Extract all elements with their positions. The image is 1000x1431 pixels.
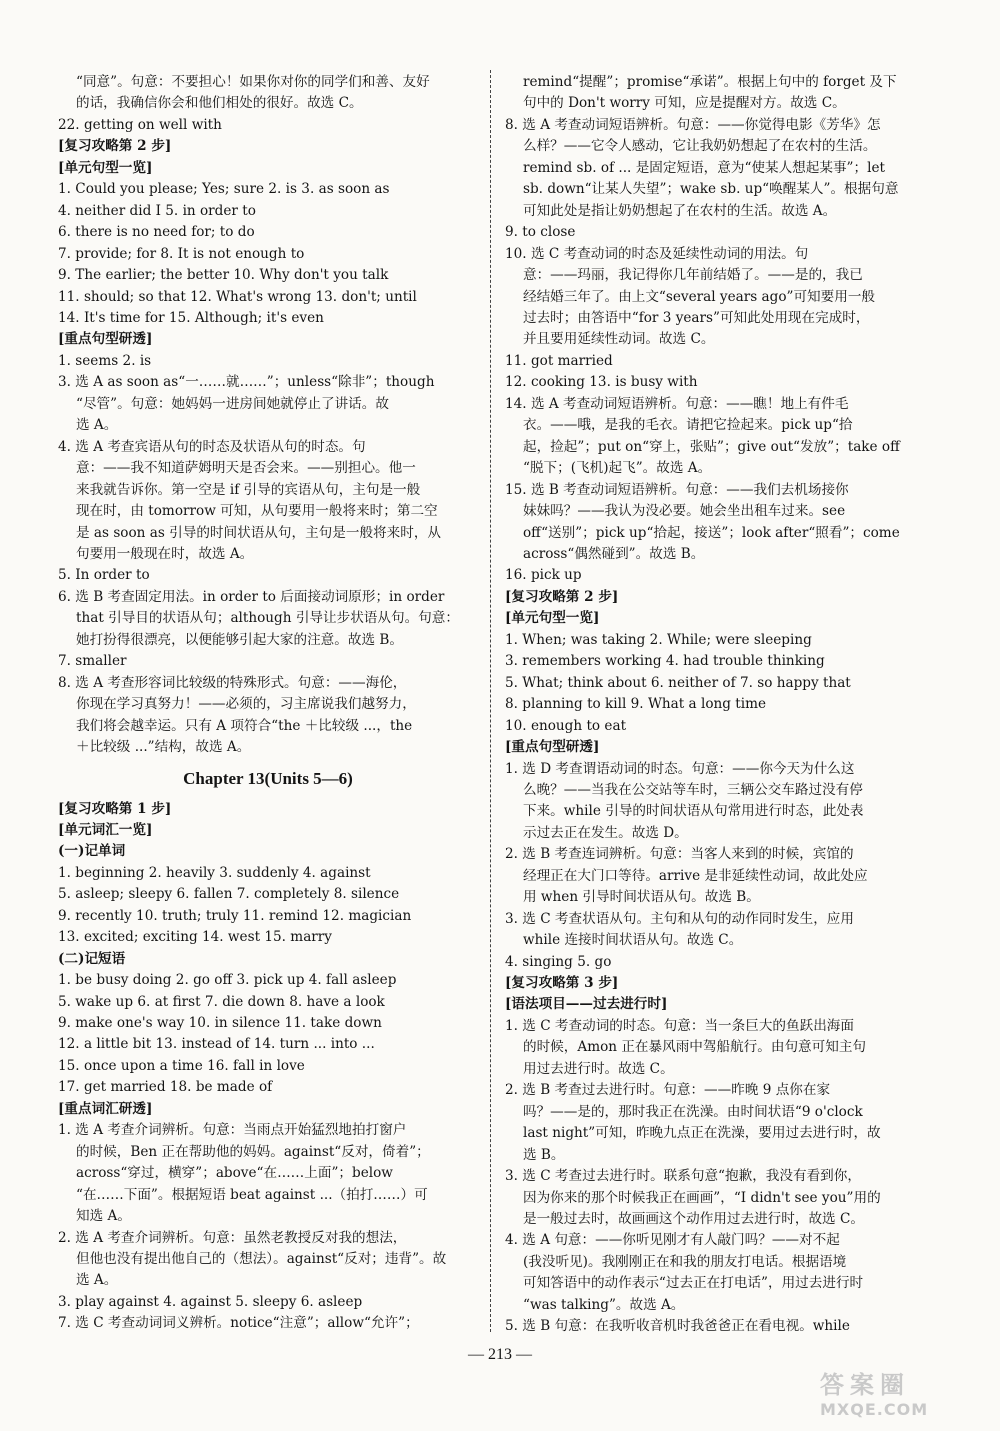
text-line: 7. 选 C 考查动词词义辨析。notice“注意”；allow“允许”； [58,1315,419,1332]
text-line: across“偶然碰到”。故选 B。 [523,545,705,562]
text-line: 妹妹吗？——我认为没必要。她会坐出租车过来。see [523,503,846,520]
text-line: 经结婚三年了。由上文“several years ago”可知要用一般 [523,288,876,305]
text-line: 1. beginning 2. heavily 3. suddenly 4. against [58,864,371,881]
text-line: 她打扮得很漂亮，以便能够引起大家的注意。故选 B。 [76,631,403,648]
section-header: [复习攻略第 3 步] [505,975,619,992]
text-line: 选 A。 [76,417,118,434]
text-line: 用 when 引导时间状语从句。故选 B。 [523,889,760,906]
text-line: 的时候，Ben 正在帮助他的妈妈。against“反对，倚着”； [76,1143,430,1160]
text-line: 意：——玛丽，我记得你几年前结婚了。——是的，我已 [523,267,863,284]
watermark-logo [820,1365,980,1425]
text-line: 9. recently 10. truth; truly 11. remind 12. magician [58,907,412,924]
text-line: 9. The earlier; the better 10. Why don't you talk [58,267,389,284]
text-line: 选 B。 [523,1146,565,1163]
text-line: 3. remembers working 4. had trouble thinking [505,653,825,670]
text-line: 2. 选 B 考查过去进行时。句意：——昨晚 9 点你在家 [505,1082,831,1099]
text-line: 11. got married [505,352,613,369]
text-line: “同意”。句意：不要担心！如果你对你的同学们和善、友好 [76,74,430,90]
text-line: last night”可知，昨晚九点正在洗澡，要用过去进行时，故 [523,1125,881,1142]
text-line: 过去时；由答语中“for 3 years”可知此处用现在完成时， [523,309,870,326]
text-line: 1. When; was taking 2. While; were sleeping [505,631,812,648]
text-line: 衣。——哦，是我的毛衣。请把它捡起来。pick up“拾 [523,417,853,434]
text-line: 句中的 Don't worry 可知，应是提醒对方。故选 C。 [523,95,846,112]
section-header: [语法项目——过去进行时] [505,996,668,1013]
text-line: across“穿过，横穿”；above“在……上面”；below [76,1165,393,1182]
text-line: 可知答语中的动作表示“过去正在打电话”，用过去进行时 [523,1275,864,1292]
text-line: ＋比较级 ...”结构，故选 A。 [76,739,251,756]
text-line: 12. cooking 13. is busy with [505,374,698,391]
section-header: [单元句型一览] [58,159,153,176]
text-line: 11. should; so that 12. What's wrong 13. don't; until [58,288,417,305]
text-line: 下来。while 引导的时间状语从句常用进行时态，此处表 [523,803,864,820]
text-line: 的时候，Amon 正在暴风雨中驾船航行。由句意可知主句 [523,1039,867,1056]
text-line: 13. excited; exciting 14. west 15. marry [58,929,332,946]
text-line: off“送别”；pick up“拾起，接送”；look after“照看”；come [523,524,900,541]
text-line: 7. provide; for 8. It is not enough to [58,245,305,262]
text-line: 吗？——是的，那时我正在洗澡。由时间状语“9 o'clock [523,1103,863,1120]
section-header: [单元句型一览] [505,610,600,627]
text-line: 3. 选 C 考查过去进行时。联系句意“抱歉，我没有看到你， [505,1168,861,1185]
text-line: 5. In order to [58,567,150,584]
text-line: 的话，我确信你会和他们相处的很好。故选 C。 [76,95,363,112]
section-header: [重点句型研透] [505,739,600,756]
text-line: 可知此处是指让奶奶想起了在农村的生活。故选 A。 [523,202,837,219]
text-line: 5. 选 B 句意：在我听收音机时我爸爸正在看电视。while [505,1318,850,1335]
text-line: 10. enough to eat [505,717,627,734]
section-header: [复习攻略第 2 步] [505,588,619,605]
text-line: remind sb. of ... 是固定短语，意为“使某人想起某事”；let [523,159,885,176]
text-line: 起，捡起”；put on“穿上，张贴”；give out“发放”；take off [523,438,900,455]
text-line: 2. 选 B 考查连词辨析。句意：当客人来到的时候，宾馆的 [505,846,854,863]
text-line: 15. once upon a time 16. fall in love [58,1057,305,1074]
text-line: 7. smaller [58,653,127,670]
text-line: 但他也没有提出他自己的（想法）。against“反对；违背”。故 [76,1251,447,1268]
section-header: [单元词汇一览] [58,821,153,838]
text-line: that 引导目的状语从句；although 引导让步状语从句。句意： [76,610,459,627]
text-line: 1. 选 D 考查谓语动词的时态。句意：——你今天为什么这 [505,760,855,777]
section-header: [重点句型研透] [58,331,153,348]
text-line: 4. singing 5. go [505,953,612,970]
chapter-title: Chapter 13(Units 5—6) [183,768,353,788]
text-line: 你现在学习真努力！——必须的，习主席说我们越努力， [76,696,416,713]
text-line: 1. 选 C 考查动词的时态。句意：当一条巨大的鱼跃出海面 [505,1017,854,1034]
watermark-bottom-text: MXQE.COM [820,1400,929,1419]
text-line: 知选 A。 [76,1208,131,1225]
text-line: 4. 选 A 考查宾语从句的时态及状语从句的时态。句 [58,438,366,455]
text-line: 17. get married 18. be made of [58,1079,273,1096]
text-line: 6. 选 B 考查固定用法。in order to 后面接动词原形；in order [58,588,445,605]
text-line: “was talking”。故选 A。 [523,1296,685,1313]
text-line: 8. 选 A 考查动词短语辨析。句意：——你觉得电影《芳华》怎 [505,116,881,133]
text-line: 1. be busy doing 2. go off 3. pick up 4. fall asleep [58,972,397,989]
text-line: 么晚？——当我在公交站等车时，三辆公交车路过没有停 [523,781,863,798]
text-line: 16. pick up [505,567,582,584]
text-line: remind“提醒”；promise“承诺”。根据上句中的 forget 及下 [523,74,897,90]
text-line: 14. 选 A 考查动词短语辨析。句意：——瞧！地上有件毛 [505,395,849,412]
text-line: 2. 选 A 考查介词辨析。句意：虽然老教授反对我的想法， [58,1229,407,1246]
section-header: (二)记短语 [58,950,126,967]
text-line: 12. a little bit 13. instead of 14. turn ... into ... [58,1036,375,1053]
text-line: 5. asleep; sleepy 6. fallen 7. completely 8. silence [58,886,400,903]
text-line: 9. make one's way 10. in silence 11. take down [58,1015,382,1032]
text-line: 1. seems 2. is [58,352,152,369]
text-line: 5. What; think about 6. neither of 7. so happy that [505,674,851,691]
watermark-top-text: 答案圈 [820,1371,910,1399]
text-line: “尽管”。句意：她妈妈一进房间她就停止了讲话。故 [76,395,389,412]
text-line: 14. It's time for 15. Although; it's even [58,309,324,326]
right-column [505,72,925,1338]
text-line: 8. 选 A 考查形容词比较级的特殊形式。句意：——海伦， [58,674,407,691]
column-divider [490,70,491,1332]
text-line: 3. 选 C 考查状语从句。主句和从句的动作同时发生，应用 [505,910,854,927]
text-line: sb. down“让某人失望”；wake sb. up“唤醒某人”。根据句意 [523,181,899,198]
text-line: 9. to close [505,224,576,241]
text-line: 1. 选 A 考查介词辨析。句意：当雨点开始猛烈地拍打窗户 [58,1122,407,1139]
text-line: 5. wake up 6. at first 7. die down 8. have a look [58,993,385,1010]
text-line: 选 A。 [76,1272,118,1289]
text-line: 是 as soon as 引导的时间状语从句，主句是一般将来时，从 [76,524,442,541]
left-column [58,72,478,1335]
text-line: 8. planning to kill 9. What a long time [505,696,767,713]
section-header: [复习攻略第 1 步] [58,800,172,817]
text-line: 经理正在大门口等待。arrive 是非延续性动词，故此处应 [523,867,868,884]
text-line: 4. 选 A 句意：——你听见刚才有人敲门吗？——对不起 [505,1232,840,1249]
text-line: 10. 选 C 考查动词的时态及延续性动词的用法。句 [505,245,809,262]
text-line: “在……下面”。根据短语 beat against ...（拍打……）可 [76,1186,428,1203]
text-line: 因为你来的那个时候我正在画画”，“I didn't see you”用的 [523,1189,881,1206]
text-line: 是一般过去时，故画画这个动作用过去进行时，故选 C。 [523,1211,864,1228]
text-line: 15. 选 B 考查动词短语辨析。句意：——我们去机场接你 [505,481,849,498]
text-line: 4. neither did I 5. in order to [58,202,256,219]
text-line: 22. getting on well with [58,116,222,133]
text-line: 3. play against 4. against 5. sleepy 6. asleep [58,1293,363,1310]
text-line: “脱下；(飞机)起飞”。故选 A。 [523,460,712,477]
text-line: 现在时，由 tomorrow 可知，从句要用一般将来时；第二空 [76,503,438,520]
text-line: 么样？——它令人感动，它让我奶奶想起了在农村的生活。 [523,138,877,155]
text-line: 用过去进行时。故选 C。 [523,1060,674,1077]
page-number: — 213 — [468,1346,532,1363]
text-line: 示过去正在发生。故选 D。 [523,824,688,841]
text-line: 3. 选 A as soon as“一……就……”；unless“除非”；though [58,374,435,391]
section-header: [重点词汇研透] [58,1100,153,1117]
text-line: 6. there is no need for; to do [58,224,255,241]
text-line: 我们将会越幸运。只有 A 项符合“the ＋比较级 ...，the [76,717,413,734]
text-line: 意：——我不知道萨姆明天是否会来。——别担心。他一 [76,460,416,477]
text-line: (我没听见)。我刚刚正在和我的朋友打电话。根据语境 [523,1253,847,1270]
section-header: (一)记单词 [58,843,126,860]
text-line: 并且要用延续性动词。故选 C。 [523,331,715,348]
text-line: 1. Could you please; Yes; sure 2. is 3. as soon as [58,181,390,198]
text-line: 句要用一般现在时，故选 A。 [76,545,254,562]
text-line: 来我就告诉你。第一空是 if 引导的宾语从句，主句是一般 [76,481,421,498]
section-header: [复习攻略第 2 步] [58,138,172,155]
text-line: while 连接时间状语从句。故选 C。 [523,932,743,949]
